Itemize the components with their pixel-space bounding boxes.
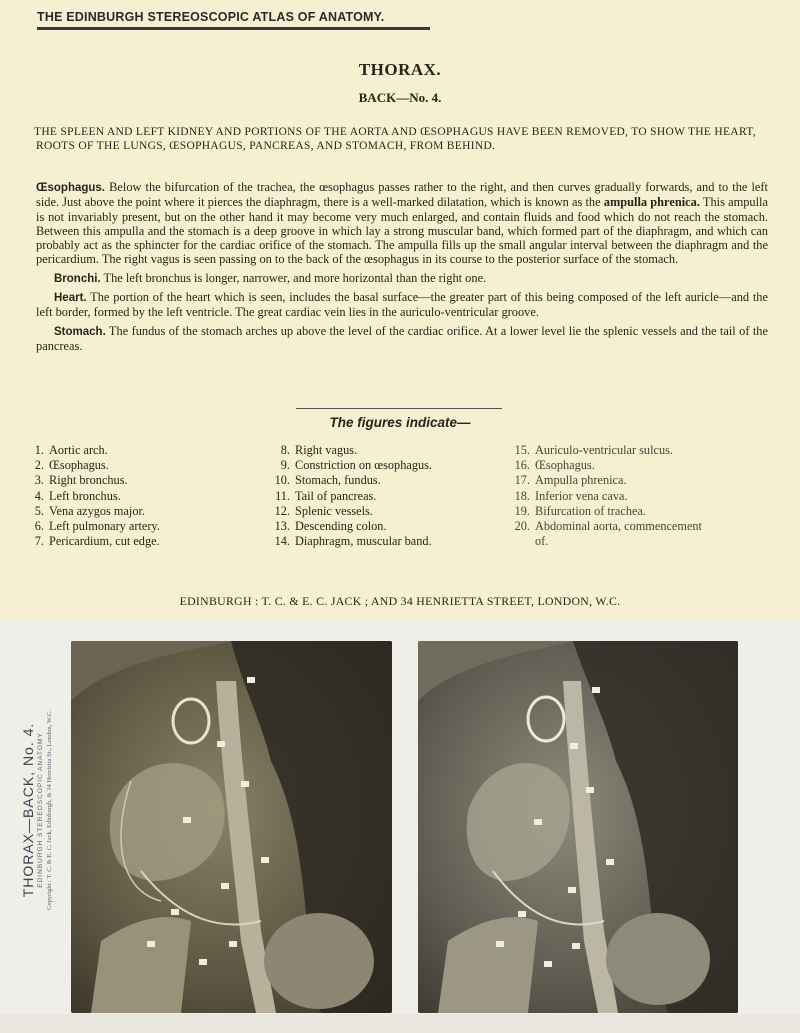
legend-label: Left bronchus. bbox=[49, 488, 121, 503]
card-bottom-edge bbox=[0, 1014, 800, 1033]
paragraph-text: The fundus of the stomach arches up above the level of the cardiac orifice. At a lower level lie the splenic vessels and the tail of the pancreas. bbox=[36, 323, 768, 353]
legend-label: Abdominal aorta, commencement bbox=[535, 519, 702, 534]
legend-number: 2. bbox=[34, 458, 44, 473]
legend-item bbox=[508, 489, 702, 504]
legend-label: Right bronchus. bbox=[49, 473, 128, 488]
atlas-title: THE EDINBURGH STEREOSCOPIC ATLAS OF ANATOMY. bbox=[37, 10, 385, 24]
paragraph-text: This ampulla is not invariably present, but on the other hand it may become very much enlarged, and contain fluids and food which do not reach the stomach. Between this ampulla and the stomach is a deep groove in which lay a strong muscular band, which formed part of the diaphragm, and which can probably act as the sphincter for the cardiac orifice of the stomach. The ampulla fills up the small angular interval between the diaphragm and the pericardium. The right vagus is seen passing on to the back of the œsophagus in its course to the posterior surface of the stomach. bbox=[36, 195, 768, 267]
legend-label: Œsophagus. bbox=[535, 458, 595, 473]
legend-label: Constriction on œsophagus. bbox=[295, 458, 432, 473]
view-title: BACK—No. 4. bbox=[358, 90, 442, 105]
legend-label: Bifurcation of trachea. bbox=[535, 503, 646, 518]
legend-item bbox=[508, 458, 702, 473]
term-oesophagus: Œsophagus. bbox=[36, 182, 106, 194]
legend-number: 8. bbox=[280, 443, 290, 457]
legend-column-3 bbox=[508, 443, 702, 549]
publisher-line: EDINBURGH : T. C. & E. C. JACK ; AND 34 HENRIETTA STREET, LONDON, W.C. bbox=[179, 594, 621, 608]
legend-item bbox=[508, 519, 702, 534]
emphasis-ampulla: ampulla phrenica. bbox=[603, 195, 700, 210]
legend-item bbox=[34, 489, 160, 504]
legend-number: 13. bbox=[274, 519, 290, 534]
legend-number: 7. bbox=[34, 534, 44, 549]
legend-item bbox=[34, 473, 160, 488]
legend-number: 10. bbox=[274, 473, 290, 488]
spine-title: THORAX—BACK, No. 4. bbox=[20, 722, 36, 898]
legend-item bbox=[508, 504, 702, 519]
title-rule bbox=[37, 27, 430, 30]
legend-number: 16. bbox=[514, 458, 530, 473]
legend-item bbox=[34, 458, 160, 473]
legend-label: Aortic arch. bbox=[49, 443, 108, 457]
legend-number: 18. bbox=[514, 488, 530, 503]
term-heart: Heart. bbox=[54, 292, 87, 305]
legend-label: Auriculo-ventricular sulcus. bbox=[535, 443, 673, 457]
legend-number: 17. bbox=[514, 473, 530, 488]
legend-number: 20. bbox=[514, 519, 530, 534]
dissection-image-left bbox=[71, 641, 392, 1013]
dissection-image-right bbox=[418, 641, 738, 1013]
spine-copyright: Copyright : T. C. & E. C. Jack, Edinburgh, & 34 Henrietta St., London, W.C. bbox=[46, 710, 53, 910]
legend-item bbox=[508, 534, 702, 549]
card-spine bbox=[0, 640, 53, 1010]
figures-rule bbox=[296, 408, 502, 409]
legend-item bbox=[34, 534, 160, 549]
legend-number: 4. bbox=[34, 488, 44, 503]
legend-label: Splenic vessels. bbox=[295, 503, 373, 518]
legend-number: 1. bbox=[34, 443, 44, 457]
legend-item bbox=[508, 443, 702, 458]
legend-item bbox=[268, 458, 432, 473]
legend-label: Diaphragm, muscular band. bbox=[295, 534, 432, 549]
paragraph-bronchi bbox=[36, 271, 768, 286]
stereo-photo-left bbox=[71, 641, 392, 1013]
legend-label: of. bbox=[535, 534, 549, 549]
paragraph-oesophagus bbox=[36, 180, 768, 267]
legend-item bbox=[34, 504, 160, 519]
description-text bbox=[36, 180, 768, 357]
legend-item bbox=[268, 473, 432, 488]
legend-number: 15. bbox=[514, 443, 530, 457]
stereo-photo-right bbox=[418, 641, 738, 1013]
term-stomach: Stomach. bbox=[54, 325, 106, 338]
paragraph-text: The left bronchus is longer, narrower, and more horizontal than the right one. bbox=[100, 270, 487, 285]
legend-label: Pericardium, cut edge. bbox=[49, 534, 160, 549]
legend-label: Ampulla phrenica. bbox=[535, 473, 627, 488]
legend-item bbox=[34, 443, 160, 458]
section-title: THORAX. bbox=[358, 60, 442, 79]
legend-item bbox=[508, 473, 702, 488]
legend-label: Stomach, fundus. bbox=[295, 473, 381, 488]
legend-label: Œsophagus. bbox=[49, 458, 109, 473]
legend-item bbox=[34, 519, 160, 534]
legend-label: Vena azygos major. bbox=[49, 503, 145, 518]
legend-number: 6. bbox=[34, 519, 44, 534]
legend-number: 19. bbox=[514, 503, 530, 518]
legend-number: 3. bbox=[34, 473, 44, 488]
legend-item bbox=[268, 519, 432, 534]
figures-heading: The figures indicate— bbox=[329, 415, 471, 430]
legend-item bbox=[268, 489, 432, 504]
term-bronchi: Bronchi. bbox=[54, 272, 101, 285]
legend-label: Right vagus. bbox=[295, 443, 358, 457]
paragraph-stomach bbox=[36, 324, 768, 354]
legend-label: Inferior vena cava. bbox=[535, 488, 628, 503]
legend-label: Left pulmonary artery. bbox=[49, 519, 160, 534]
legend-column-2 bbox=[268, 443, 432, 549]
paragraph-text: The portion of the heart which is seen, includes the basal surface—the greater part of this being composed of the left auricle—and the left border, formed by the left ventricle. The great cardiac vein lies in the auriculo-ventricular groove. bbox=[36, 290, 768, 320]
legend-item bbox=[268, 534, 432, 549]
legend-item bbox=[268, 504, 432, 519]
legend-label: Tail of pancreas. bbox=[295, 488, 377, 503]
legend-number: 14. bbox=[274, 534, 290, 549]
legend-number: 9. bbox=[280, 458, 290, 473]
legend-label: Descending colon. bbox=[295, 519, 387, 534]
paragraph-heart bbox=[36, 290, 768, 320]
legend-number: 12. bbox=[274, 503, 290, 518]
paragraph-text: Below the bifurcation of the trachea, the œsophagus passes rather to the right, and then curves gradually forwards, and to the left side. Just above the point where it pierces the diaphragm, there is a well-marked dilatation, which is known as the bbox=[36, 180, 768, 210]
spine-subtitle: EDINBURGH STEREOSCOPIC ANATOMY bbox=[37, 732, 44, 888]
legend-item bbox=[268, 443, 432, 458]
plate-subtitle: THE SPLEEN AND LEFT KIDNEY AND PORTIONS OF THE AORTA AND ŒSOPHAGUS HAVE BEEN REMOVED, TO SHOW THE HEART, ROOTS OF THE LUNGS, ŒSOPHAGUS, PANCREAS, AND STOMACH, FROM BEHIND. bbox=[34, 126, 756, 152]
legend-number: 11. bbox=[275, 488, 290, 503]
legend-column-1 bbox=[34, 443, 160, 549]
legend-number: 5. bbox=[34, 503, 44, 518]
